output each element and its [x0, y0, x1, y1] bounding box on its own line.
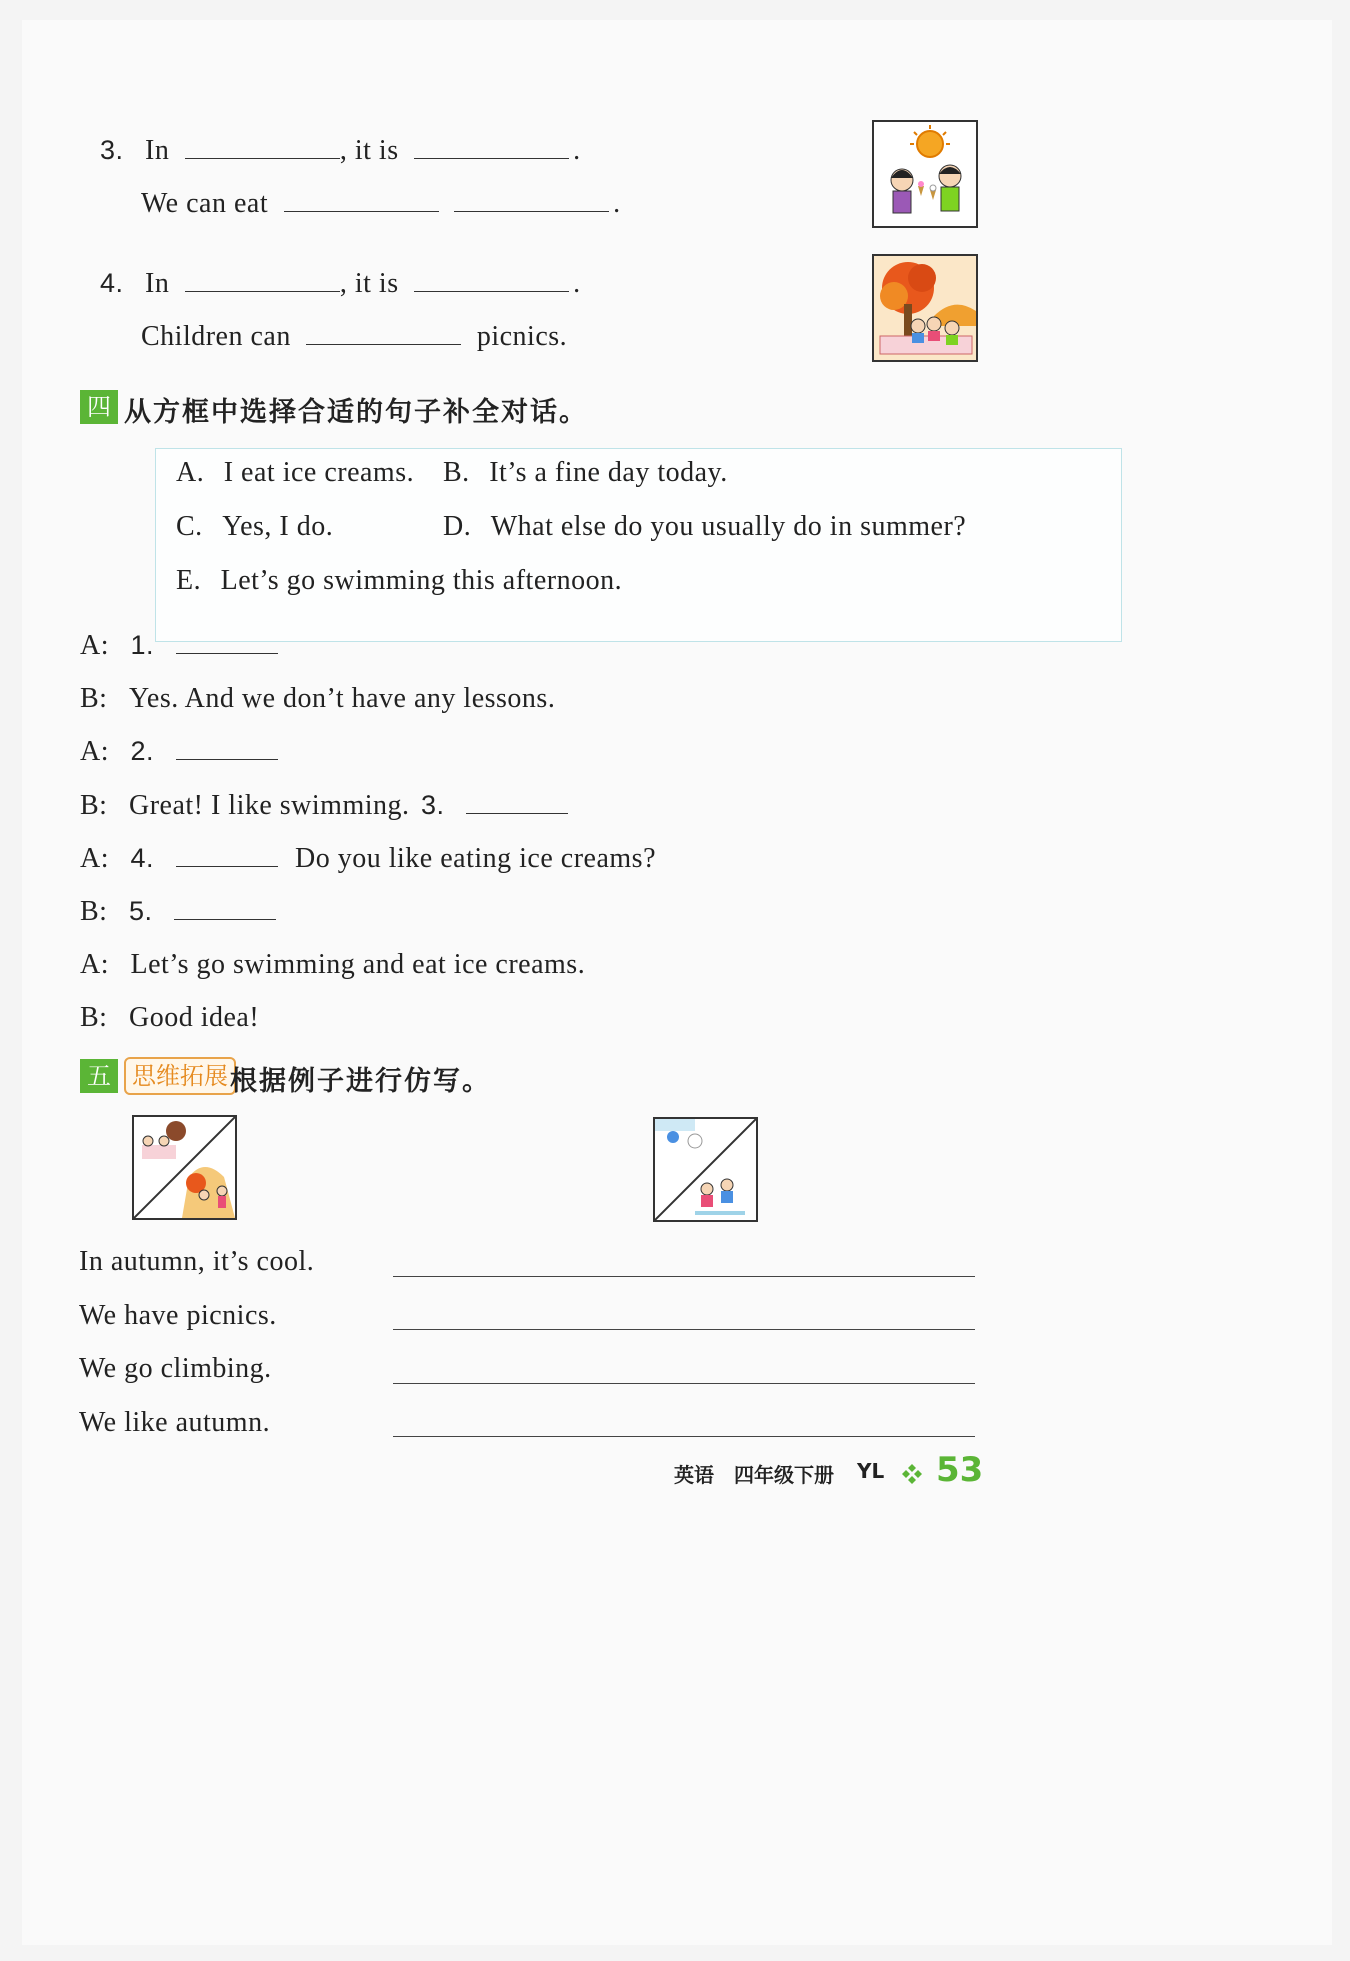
example-sentence-4: We like autumn. [79, 1407, 271, 1438]
dialogue-blank-2[interactable] [176, 737, 278, 760]
options-box [155, 448, 1122, 642]
writing-line-3[interactable] [393, 1383, 975, 1384]
dialogue-line-5: A: 4. Do you like eating ice creams? [80, 843, 656, 874]
dialogue-line-6: B: 5. [80, 896, 276, 928]
section-five-badge: 五 [80, 1059, 118, 1093]
footer-subject: 英语 [674, 1463, 714, 1487]
dialogue-line-1: A: 1. [80, 630, 278, 662]
section-four-title: 从方框中选择合适的句子补全对话。 [124, 397, 588, 428]
dialogue-line-3: A: 2. [80, 736, 278, 768]
q4-line2: Children can picnics. [141, 321, 568, 352]
q4-weather-blank[interactable] [414, 269, 569, 292]
dialogue-blank-5[interactable] [174, 897, 276, 920]
q3-season-blank[interactable] [185, 136, 340, 159]
dialogue-blank-3[interactable] [466, 791, 568, 814]
example-sentence-1: In autumn, it’s cool. [79, 1246, 315, 1277]
option-d: D. What else do you usually do in summer? [443, 511, 967, 542]
winter-picture [653, 1117, 758, 1222]
q3-line2: We can eat . [141, 188, 621, 219]
q4-line1: 4. In , it is . [100, 268, 581, 299]
example-sentence-2: We have picnics. [79, 1300, 277, 1331]
summer-picture [872, 120, 978, 228]
page-number: 53 [936, 1450, 984, 1490]
section-four-badge: 四 [80, 390, 118, 424]
q3-weather-blank[interactable] [414, 136, 569, 159]
thinking-extension-tag: 思维拓展 [124, 1057, 236, 1095]
option-a: A. I eat ice creams. [176, 457, 415, 488]
dialogue-line-4: B: Great! I like swimming. 3. [80, 790, 568, 822]
dialogue-line-7: A: Let’s go swimming and eat ice creams. [80, 949, 586, 980]
writing-line-1[interactable] [393, 1276, 975, 1277]
dialogue-line-8: B: Good idea! [80, 1002, 260, 1033]
worksheet-page [22, 20, 1332, 1945]
footer-grade: 四年级下册 [734, 1463, 834, 1487]
q3-food-blank-2[interactable] [454, 189, 609, 212]
example-sentence-3: We go climbing. [79, 1353, 272, 1384]
q3-line1: 3. In , it is . [100, 135, 581, 166]
footer-edition: YL [857, 1459, 885, 1483]
option-b: B. It’s a fine day today. [443, 457, 728, 488]
autumn-picnic-picture [872, 254, 978, 362]
option-c: C. Yes, I do. [176, 511, 334, 542]
section-five-title: 根据例子进行仿写。 [230, 1066, 491, 1097]
option-e: E. Let’s go swimming this afternoon. [176, 565, 623, 596]
q4-activity-blank[interactable] [306, 322, 461, 345]
dialogue-blank-1[interactable] [176, 631, 278, 654]
dialogue-blank-4[interactable] [176, 844, 278, 867]
writing-line-2[interactable] [393, 1329, 975, 1330]
writing-line-4[interactable] [393, 1436, 975, 1437]
dialogue-line-2: B: Yes. And we don’t have any lessons. [80, 683, 556, 714]
diamond-icon [900, 1462, 924, 1491]
q3-food-blank-1[interactable] [284, 189, 439, 212]
autumn-example-picture [132, 1115, 237, 1220]
q4-season-blank[interactable] [185, 269, 340, 292]
